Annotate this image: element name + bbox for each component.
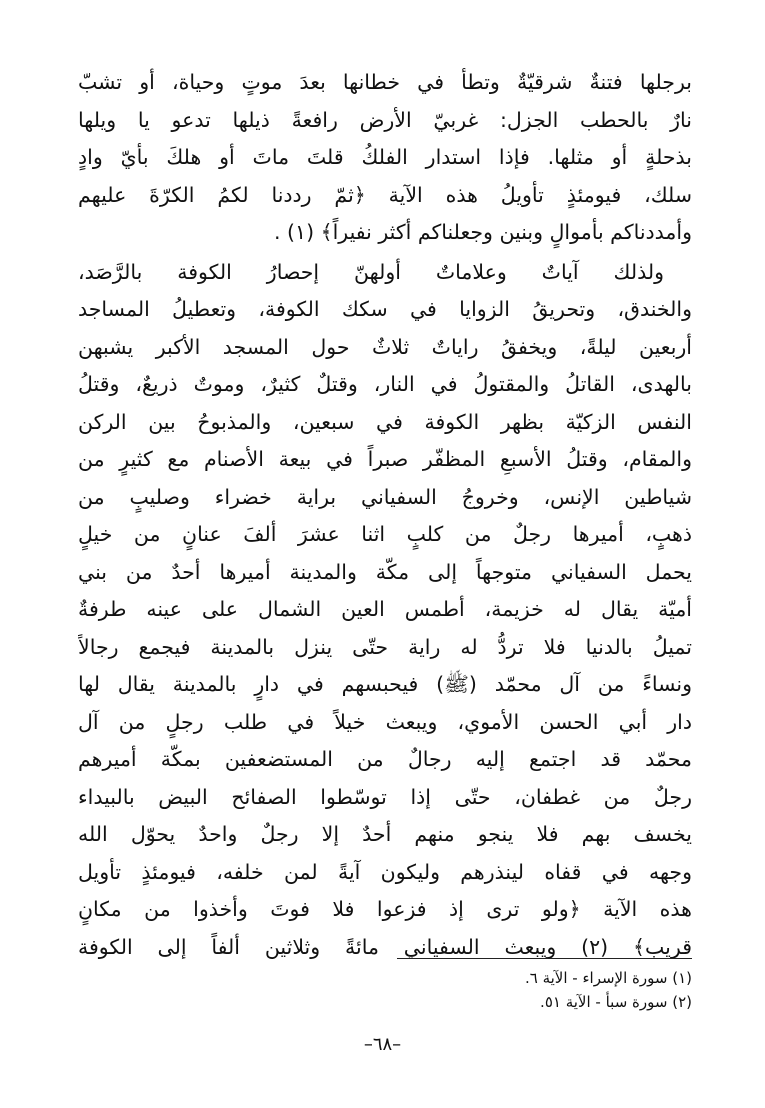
text-line: سلك، فيومئذٍ تأويلُ هذه الآية ﴿ثمّ رددنا لكمُ الكرّةَ عليهم [78,182,692,207]
text-line: ذهبٍ، أميرها رجلٌ من كلبٍ اثنا عشرَ ألفَ عنانٍ من خيلٍ [78,522,692,546]
text-line: نارٌ بالحطب الجزل: غربيّ الأرض رافعةً ذيلها تدعو يا ويلها [78,107,692,132]
footnote: (٢) سورة سبأ - الآية ٥١. [540,993,692,1011]
text-line: وأمددناكم بأموالٍ وبنين وجعلناكم أكثر نفيراً﴾ (١) . [274,220,692,244]
text-line: شياطين الإنس، وخروجُ السفياني براية خضراء وصليبٍ من [78,484,692,509]
text-line: والمقام، وقتلُ الأسبعِ المظفّر صبراً في بيعة الأصنام مع كثيرٍ من [78,447,692,471]
text-line: وجهه في قفاه لينذرهم وليكون آيةً لمن خلفه، فيومئذٍ تأويل [78,859,692,884]
paragraph-1 [78,64,692,252]
footnote-divider [397,958,692,959]
page-number: –٦٨– [363,1034,402,1055]
text-line: ولذلك آياتٌ وعلاماتٌ أولهنّ إحصارُ الكوفة بالرَّصَد، [78,259,664,284]
footnote: (١) سورة الإسراء - الآية ٦. [524,969,692,987]
text-line: دار أبي الحسن الأموي، ويبعث خيلاً في طلب رجلٍ من آل [78,709,692,734]
text-line: بذحلةٍ أو مثلها. فإذا استدار الفلكُ قلتَ ماتَ أو هلكَ بأيّ وادٍ [78,145,692,169]
main-text [78,64,692,966]
text-line: هذه الآية ﴿ولو ترى إذ فزعوا فلا فوتَ وأخذوا من مكانٍ [78,897,692,921]
text-line: والخندق، وتحريقُ الزوايا في سكك الكوفة، وتعطيلُ المساجد [78,297,692,321]
text-line: تميلُ بالدنيا فلا تردُّ له راية حتّى ينزل بالمدينة فيجمع رجالاً [78,634,692,659]
text-line: بالهدى، القاتلُ والمقتولُ في النار، وقتلٌ كثيرٌ، وموتٌ ذريعٌ، وقتلُ [78,372,692,396]
text-line: يخسف بهم فلا ينجو منهم أحدٌ إلا رجلٌ واحدٌ يحوّل الله [78,822,692,846]
text-line: قريب﴾ (٢) ويبعث السفياني مائةً وثلاثين ألفاً إلى الكوفة [78,934,692,959]
text-line: النفس الزكيّة بظهر الكوفة في سبعين، والمذبوحُ بين الركن [78,409,692,434]
text-line: رجلٌ من غطفان، حتّى إذا توسّطوا الصفائح البيض بالبيداء [78,784,692,809]
footnotes [300,966,692,1014]
text-line: ونساءً من آل محمّد (ﷺ) فيحبسهم في دارٍ بالمدينة يقال لها [78,672,692,696]
text-line: يحمل السفياني متوجهاً إلى مكّة والمدينة أميرها أحدٌ من بني [78,559,692,584]
text-line: أميّة يقال له خزيمة، أطمس العين الشمال على عينه طرفةٌ [78,597,692,621]
text-line: أربعين ليلةً، ويخفقُ راياتٌ ثلاثٌ حول المسجد الأكبر يشبهن [78,334,692,359]
text-line: برجلها فتنةٌ شرقيّةٌ وتطأ في خطانها بعدَ موتٍ وحياة، أو تشبّ [78,70,692,94]
text-line: محمّد قد اجتمع إليه رجالٌ من المستضعفين بمكّة أميرهم [78,747,692,771]
paragraph-2 [78,254,692,967]
